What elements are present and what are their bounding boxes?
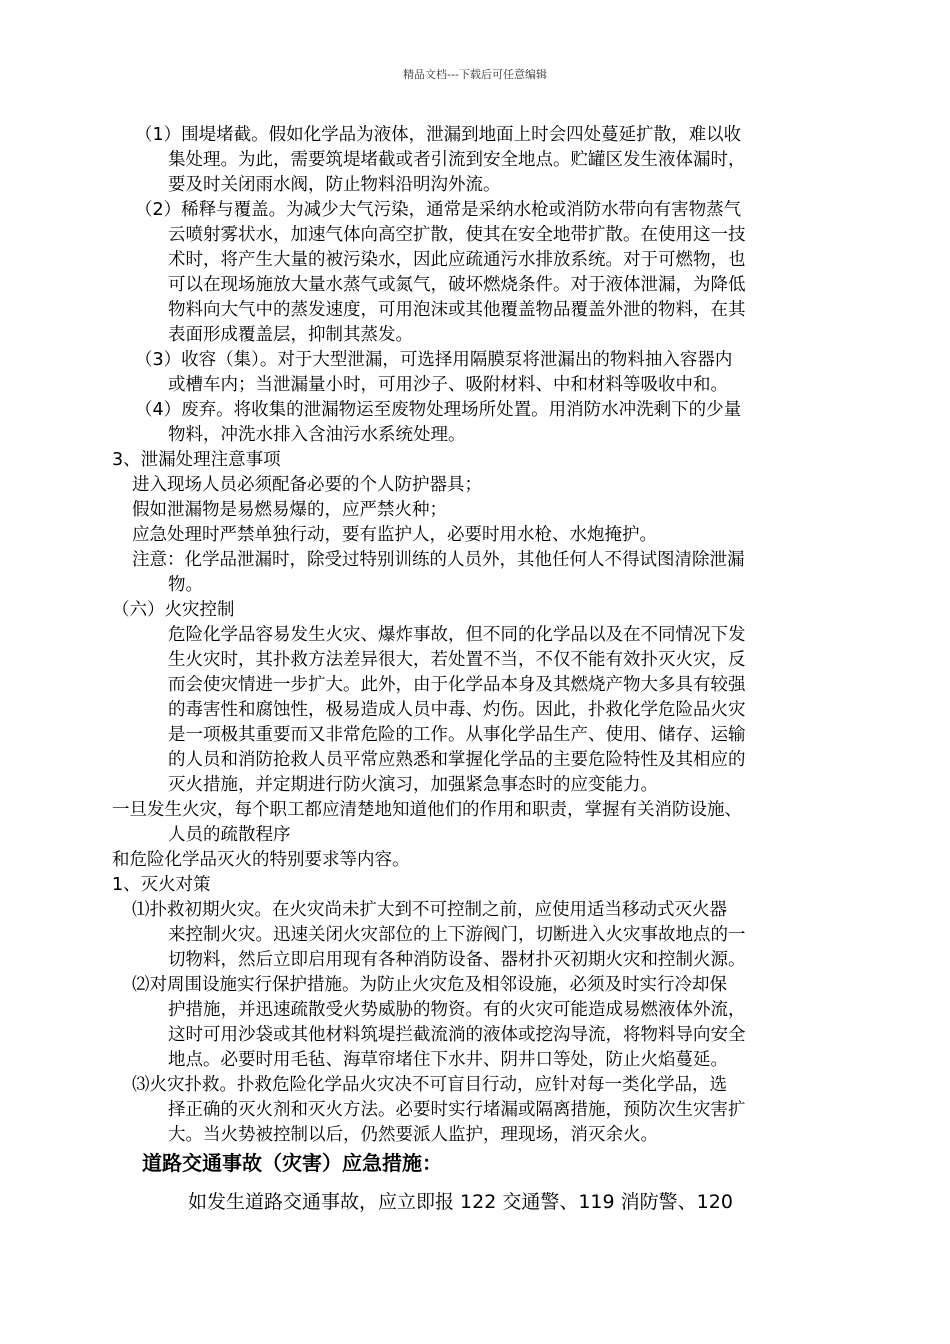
- body-line: 而会使灾情进一步扩大。此外，由于化学品本身及其燃烧产物大多具有较强: [168, 675, 746, 695]
- body-line: 这时可用沙袋或其他材料筑堤拦截流淌的液体或挖沟导流，将物料导向安全: [168, 1025, 746, 1045]
- body-line: 术时，将产生大量的被污染水，因此应疏通污水排放系统。对于可燃物，也: [168, 250, 746, 270]
- body-line: 的人员和消防抢救人员平常应熟悉和掌握化学品的主要危险特性及其相应的: [168, 750, 746, 770]
- body-line: 危险化学品容易发生火灾、爆炸事故，但不同的化学品以及在不同情况下发: [168, 625, 746, 645]
- body-line: ⑶火灾扑救。扑救危险化学品火灾决不可盲目行动，应针对每一类化学品，选: [132, 1075, 727, 1095]
- body-line: 地点。必要时用毛毡、海草帘堵住下水井、阴井口等处，防止火焰蔓延。: [168, 1050, 728, 1070]
- body-line: （3）收容（集）。对于大型泄漏，可选择用隔膜泵将泄漏出的物料抽入容器内: [135, 350, 733, 370]
- body-line: 来控制火灾。迅速关闭火灾部位的上下游阀门，切断进入火灾事故地点的一: [168, 925, 746, 945]
- body-line: ⑴扑救初期火灾。在火灾尚未扩大到不可控制之前，应使用适当移动式灭火器: [132, 900, 727, 920]
- body-line: 假如泄漏物是易燃易爆的，应严禁火种；: [132, 500, 447, 520]
- page-header: 精品文档---下载后可任意编辑: [403, 68, 547, 81]
- body-line: 要及时关闭雨水阀，防止物料沿明沟外流。: [168, 175, 501, 195]
- body-line: 灭火措施，并定期进行防火演习，加强紧急事态时的应变能力。: [168, 775, 658, 795]
- body-line: （4）废弃。将收集的泄漏物运至废物处理场所处置。用消防水冲洗剩下的少量: [135, 400, 742, 420]
- body-line: 物料，冲洗水排入含油污水系统处理。: [168, 425, 466, 445]
- body-line: 生火灾时，其扑救方法差异很大，若处置不当，不仅不能有效扑灭火灾，反: [168, 650, 746, 670]
- body-line: 择正确的灭火剂和灭火方法。必要时实行堵漏或隔离措施，预防次生灾害扩: [168, 1100, 746, 1120]
- section-heading: （六）火灾控制: [112, 600, 235, 620]
- body-line: 大。当火势被控制以后，仍然要派人监护，理现场，消灭余火。: [168, 1125, 658, 1145]
- body-line: 切物料，然后立即启用现有各种消防设备、器材扑灭初期火灾和控制火源。: [168, 950, 746, 970]
- body-line: 一旦发生火灾，每个职工都应清楚地知道他们的作用和职责，掌握有关消防设施、: [112, 800, 742, 820]
- section-heading: 3、泄漏处理注意事项: [112, 450, 281, 470]
- body-line: 人员的疏散程序: [168, 825, 291, 845]
- body-line: ⑵对周围设施实行保护措施。为防止火灾危及相邻设施，必须及时实行冷却保: [132, 975, 727, 995]
- body-line: 表面形成覆盖层，抑制其蒸发。: [168, 325, 413, 345]
- body-line: 注意：化学品泄漏时，除受过特别训练的人员外，其他任何人不得试图清除泄漏: [132, 550, 745, 570]
- section-heading: 1、灭火对策: [112, 875, 211, 895]
- body-line: 进入现场人员必须配备必要的个人防护器具；: [132, 475, 482, 495]
- body-line: 可以在现场施放大量水蒸气或氮气，破坏燃烧条件。对于液体泄漏，为降低: [168, 275, 746, 295]
- body-line: （1）围堤堵截。假如化学品为液体，泄漏到地面上时会四处蔓延扩散，难以收: [135, 125, 742, 145]
- body-line: 应急处理时严禁单独行动，要有监护人，必要时用水枪、水炮掩护。: [132, 525, 657, 545]
- traffic-accident-heading: 道路交通事故（灾害）应急措施：: [142, 1151, 442, 1175]
- body-line: 如发生道路交通事故，应立即报 122 交通警、119 消防警、120: [188, 1191, 733, 1213]
- body-line: 护措施，并迅速疏散受火势威胁的物资。有的火灾可能造成易燃液体外流，: [168, 1000, 746, 1020]
- body-line: 云喷射雾状水，加速气体向高空扩散，使其在安全地带扩散。在使用这一技: [168, 225, 746, 245]
- body-line: 是一项极其重要而又非常危险的工作。从事化学品生产、使用、储存、运输: [168, 725, 746, 745]
- body-line: 集处理。为此，需要筑堤堵截或者引流到安全地点。贮罐区发生液体漏时，: [168, 150, 746, 170]
- body-line: 或槽车内；当泄漏量小时，可用沙子、吸附材料、中和材料等吸收中和。: [168, 375, 728, 395]
- body-line: 物。: [168, 575, 203, 595]
- body-line: 的毒害性和腐蚀性，极易造成人员中毒、灼伤。因此，扑救化学危险品火灾: [168, 700, 746, 720]
- body-line: 物料向大气中的蒸发速度，可用泡沫或其他覆盖物品覆盖外泄的物料，在其: [168, 300, 746, 320]
- body-line: （2）稀释与覆盖。为减少大气污染，通常是采纳水枪或消防水带向有害物蒸气: [135, 200, 742, 220]
- body-line: 和危险化学品灭火的特别要求等内容。: [112, 850, 410, 870]
